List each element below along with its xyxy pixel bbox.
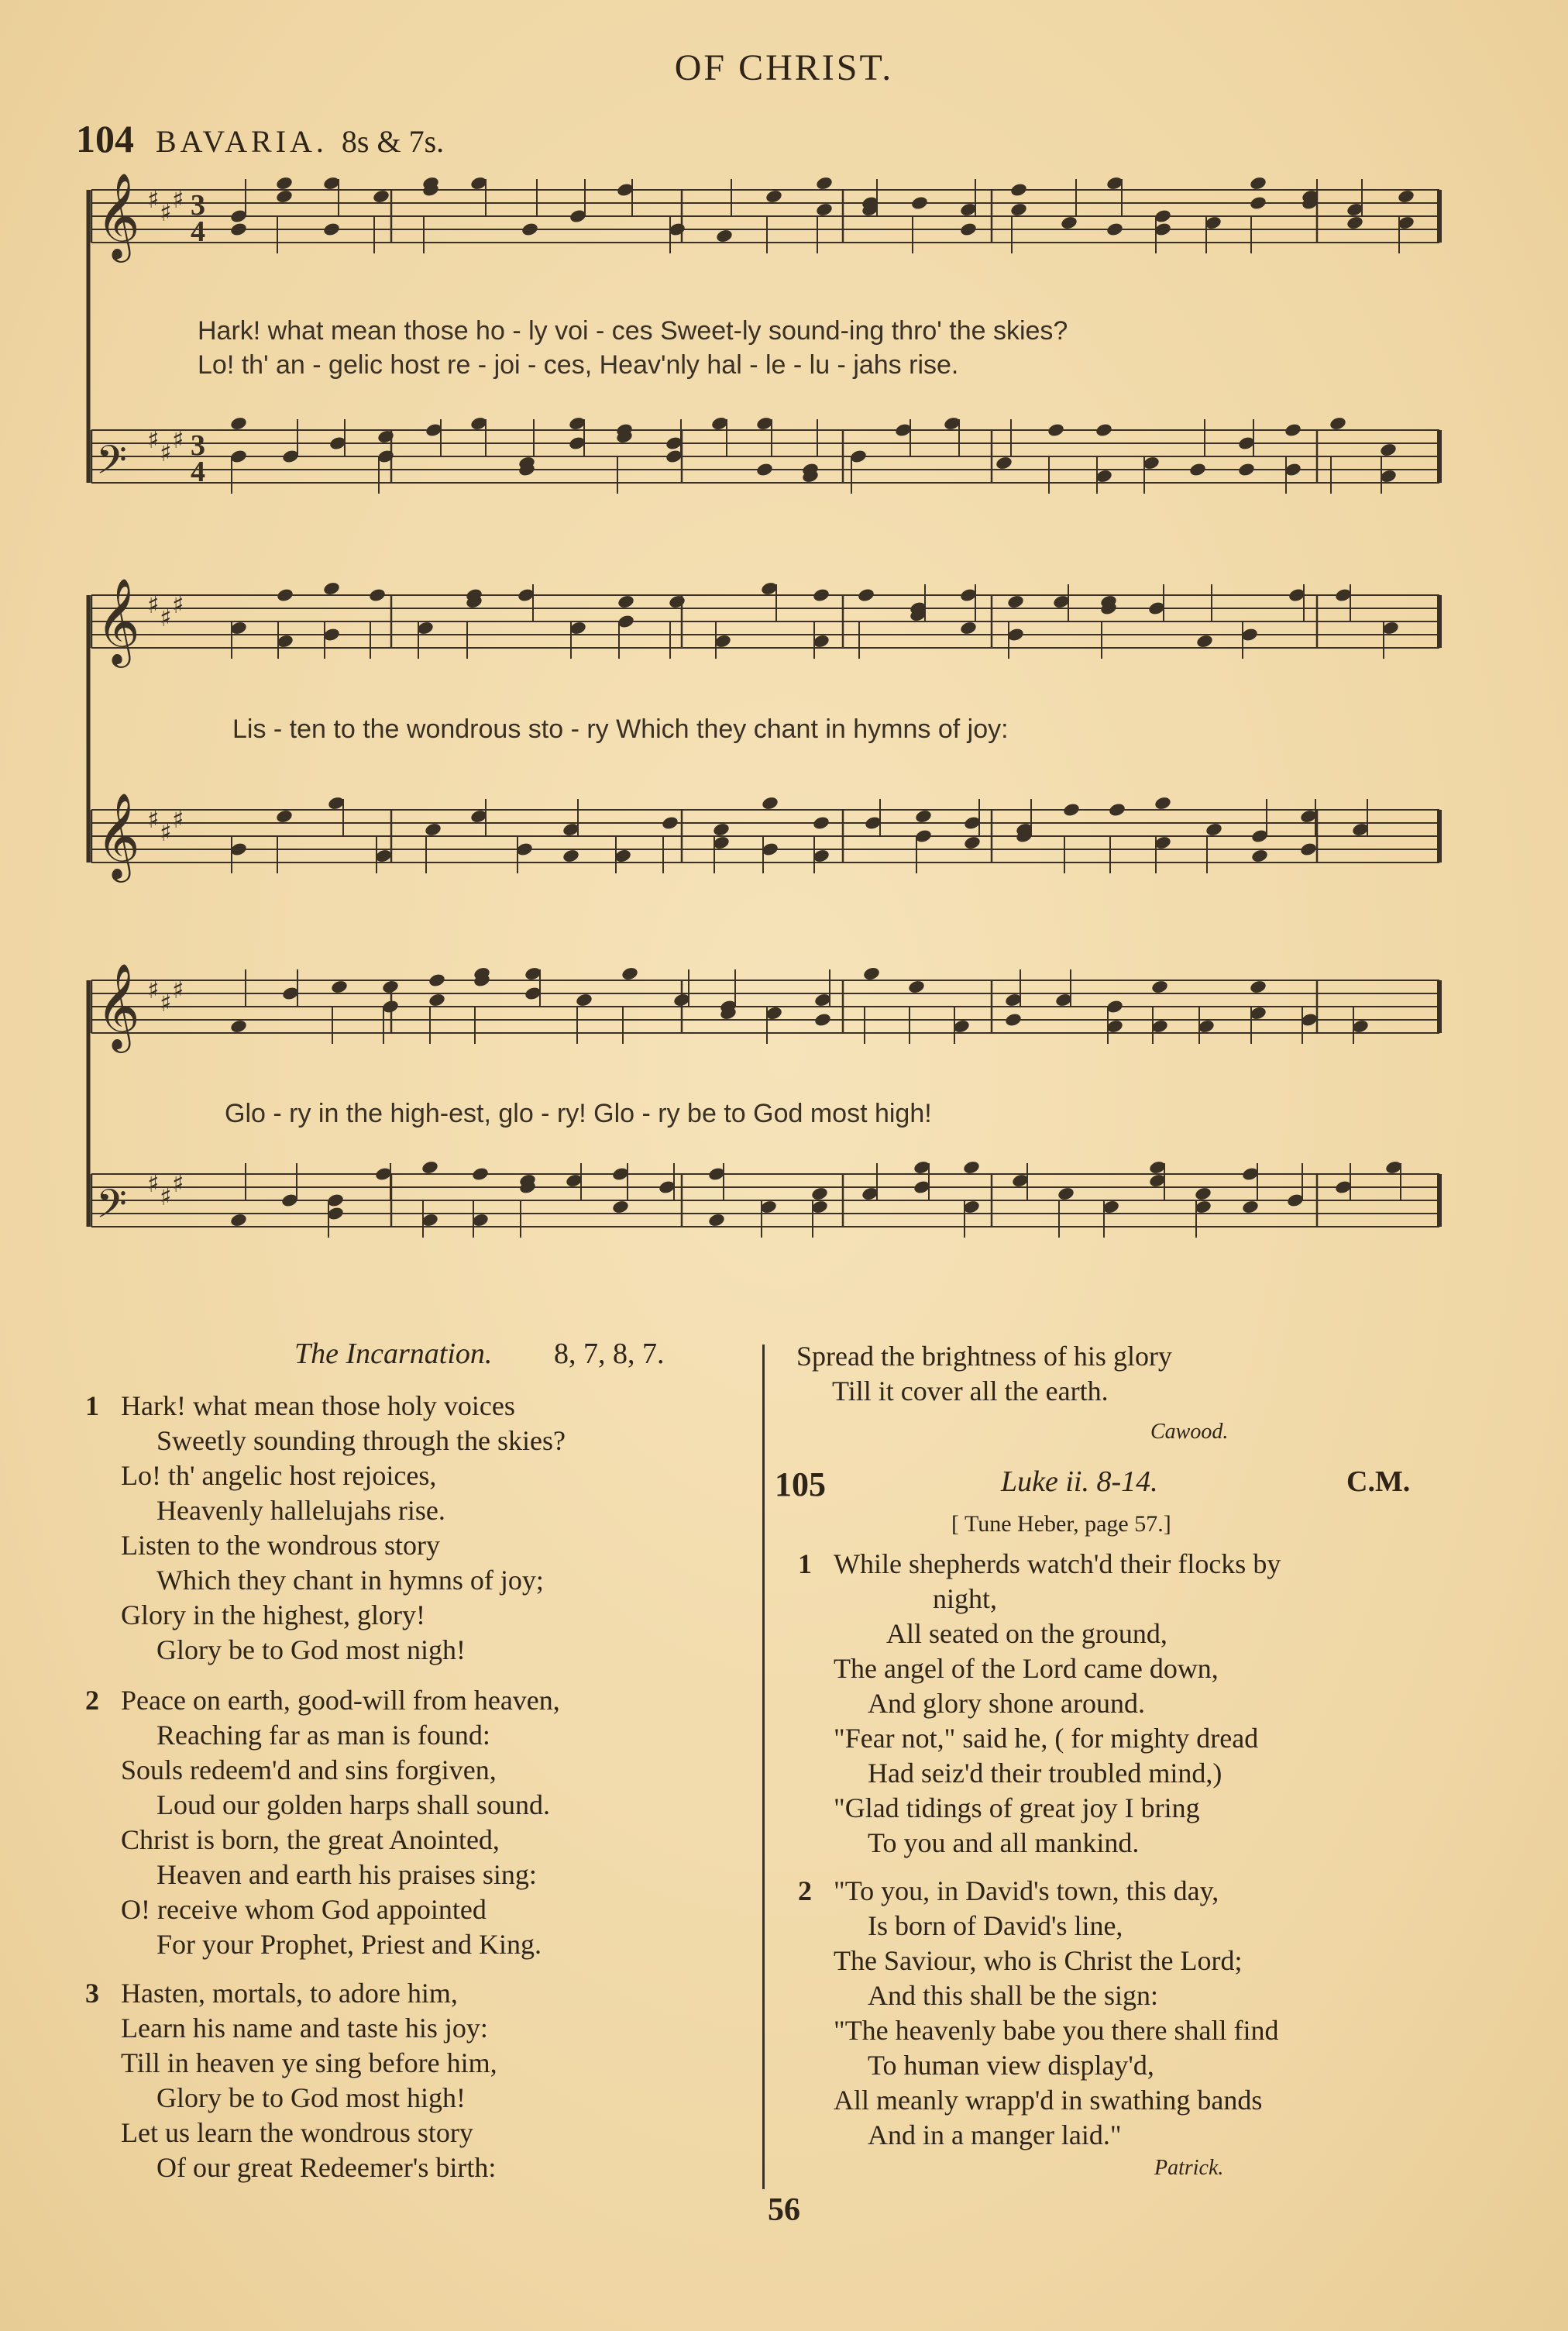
note-head	[1194, 1186, 1212, 1202]
note-head	[562, 849, 580, 864]
note-head	[421, 1160, 439, 1176]
note-head	[1154, 796, 1172, 811]
treble-clef: 𝄞	[96, 962, 140, 1049]
note-head	[907, 980, 926, 995]
note-head	[428, 973, 446, 988]
sharp-sign: ♯	[172, 1169, 184, 1198]
note-head	[813, 1012, 832, 1028]
note-head	[229, 1213, 248, 1228]
note-head	[471, 1166, 490, 1182]
verse-line: night,	[933, 1583, 998, 1614]
lyric-line-2: Lo! th' an - gelic host re - joi - ces, Heav'nly hal - le - lu - jahs rise.	[198, 350, 959, 380]
note-head	[1249, 980, 1267, 995]
sharp-sign: ♯	[147, 590, 160, 619]
note-head	[1095, 422, 1113, 438]
note-head	[381, 980, 400, 995]
note-head	[424, 822, 442, 838]
verse-line: The angel of the Lord came down,	[834, 1653, 1219, 1684]
note-head	[914, 809, 933, 825]
note-head	[1006, 594, 1025, 610]
note-head	[661, 815, 679, 831]
sharp-sign: ♯	[160, 603, 172, 632]
note-head	[322, 222, 341, 237]
verse-number: 2	[798, 1875, 812, 1906]
note-head	[621, 966, 639, 982]
lyric-line-3: Lis - ten to the wondrous sto - ry Which they chant in hymns of joy:	[232, 714, 1009, 744]
sharp-sign: ♯	[172, 975, 184, 1004]
sharp-sign: ♯	[147, 1169, 160, 1198]
hymn-104-verse-2	[85, 1683, 560, 1962]
note-head	[959, 621, 978, 636]
hymn-105-verse-2	[798, 1874, 1279, 2153]
verse-line: Learn his name and taste his joy:	[121, 2013, 488, 2043]
note-head	[712, 822, 731, 838]
note-head	[575, 993, 593, 1008]
verse-line: Till it cover all the earth.	[832, 1376, 1109, 1407]
note-head	[1009, 202, 1028, 218]
note-head	[815, 176, 834, 191]
note-head	[812, 815, 830, 831]
lyric-line-4: Glo - ry in the high-est, glo - ry! Glo - ry be to God most high!	[225, 1099, 932, 1128]
hymn-105-header	[775, 1465, 1456, 1504]
verse-line: To you and all mankind.	[868, 1827, 1140, 1858]
verse-line: Hasten, mortals, to adore him,	[121, 1978, 458, 2009]
note-head	[810, 1186, 829, 1202]
verse-number: 1	[85, 1390, 99, 1421]
verse-line: Loud our golden harps shall sound.	[156, 1789, 550, 1820]
note-head	[1237, 462, 1256, 477]
verse-line: Sweetly sounding through the skies?	[156, 1425, 566, 1456]
hymn-105-title: Luke ii. 8-14.	[1001, 1465, 1158, 1498]
verse-number: 1	[798, 1548, 812, 1579]
note-head	[1150, 980, 1169, 995]
verse-line: And glory shone around.	[868, 1688, 1145, 1719]
note-head	[611, 1200, 630, 1215]
note-head	[368, 587, 387, 603]
note-head	[229, 1019, 248, 1035]
page-number: 56	[768, 2192, 800, 2228]
note-head	[1250, 849, 1269, 864]
verse-line: Christ is born, the great Anointed,	[121, 1824, 500, 1855]
note-head	[428, 993, 446, 1008]
treble-clef: 𝄞	[96, 577, 140, 664]
note-head	[322, 581, 341, 597]
verse-number: 2	[85, 1685, 99, 1716]
note-head	[275, 176, 294, 191]
sharp-sign: ♯	[160, 1182, 172, 1211]
hymn-105-number: 105	[775, 1465, 826, 1503]
note-head	[521, 222, 539, 237]
note-head	[1249, 176, 1267, 191]
sharp-sign: ♯	[160, 438, 172, 467]
sharp-sign: ♯	[172, 804, 184, 834]
time-signature: 4	[191, 456, 205, 488]
note-head	[1047, 422, 1065, 438]
verse-line: O! receive whom God appointed	[121, 1894, 487, 1925]
verse-line: Heaven and earth his praises sing:	[156, 1859, 537, 1890]
note-head	[1004, 1012, 1023, 1028]
note-head	[1346, 215, 1364, 231]
bass-clef: 𝄢	[96, 1180, 127, 1237]
verse-line: Peace on earth, good-will from heaven,	[121, 1685, 560, 1716]
verse-line: Heavenly hallelujahs rise.	[156, 1495, 445, 1526]
note-head	[1205, 822, 1223, 838]
verse-line: All meanly wrapp'd in swathing bands	[834, 2085, 1263, 2116]
note-head	[1379, 442, 1398, 458]
treble-clef: 𝄞	[96, 792, 140, 879]
note-head	[668, 594, 686, 610]
note-head	[1241, 1200, 1260, 1215]
verse-line: "Fear not," said he, ( for mighty dread	[834, 1723, 1259, 1754]
verse-line: For your Prophet, Priest and King.	[156, 1929, 542, 1960]
hymn-104-title-row	[294, 1337, 664, 1371]
hymn-105-author: Patrick.	[1154, 2156, 1224, 2180]
note-head	[707, 1213, 726, 1228]
sharp-sign: ♯	[172, 425, 184, 454]
note-head	[1329, 416, 1347, 432]
hymn-104-meter: 8, 7, 8, 7.	[553, 1338, 665, 1370]
note-head	[372, 189, 390, 205]
note-head	[1106, 222, 1124, 237]
note-head	[1249, 195, 1267, 211]
sharp-sign: ♯	[147, 425, 160, 454]
time-signature: 3	[191, 429, 205, 462]
verse-line: "The heavenly babe you there shall find	[834, 2015, 1279, 2046]
note-head	[1188, 462, 1207, 477]
note-head	[765, 189, 783, 205]
note-head	[962, 1160, 981, 1176]
note-head	[1284, 422, 1302, 438]
time-signature: 3	[191, 189, 205, 222]
note-head	[1299, 842, 1318, 857]
verse-line: To human view display'd,	[868, 2050, 1154, 2081]
note-head	[995, 456, 1013, 471]
note-head	[862, 966, 881, 982]
note-head	[276, 587, 294, 603]
time-signature: 4	[191, 215, 205, 248]
verse-line: All seated on the ground,	[886, 1618, 1167, 1649]
hymn-104-title: The Incarnation.	[294, 1338, 493, 1370]
note-head	[330, 980, 349, 995]
verse-line: Is born of David's line,	[868, 1910, 1123, 1941]
sharp-sign: ♯	[147, 804, 160, 834]
note-head	[812, 587, 830, 603]
verse-line: Till in heaven ye sing before him,	[121, 2047, 497, 2078]
note-head	[1060, 215, 1078, 231]
sharp-sign: ♯	[160, 198, 172, 227]
verse-line: "To you, in David's town, this day,	[834, 1875, 1219, 1906]
note-head	[1057, 1186, 1075, 1202]
sharp-sign: ♯	[147, 975, 160, 1004]
verse-line: Glory be to God most nigh!	[156, 1634, 466, 1665]
note-head	[857, 587, 875, 603]
verse-line: "Glad tidings of great joy I bring	[834, 1792, 1200, 1823]
hymn-104-verse-1	[85, 1389, 566, 1668]
note-head	[715, 229, 734, 244]
hymn-104-verse-3	[85, 1976, 497, 2185]
tune-name: BAVARIA.	[156, 124, 328, 159]
note-head	[377, 429, 395, 445]
verse-line: Let us learn the wondrous story	[121, 2117, 473, 2148]
sharp-sign: ♯	[160, 988, 172, 1017]
column-divider	[762, 1345, 765, 2189]
verse-line: Hark! what mean those holy voices	[121, 1390, 515, 1421]
hymn-104-continued	[796, 1339, 1172, 1409]
running-head: OF CHRIST.	[674, 47, 894, 88]
hymn-105-verse-1	[798, 1547, 1281, 1861]
verse-line: Glory in the highest, glory!	[121, 1599, 425, 1630]
verse-line: Souls redeem'd and sins forgiven,	[121, 1754, 497, 1785]
note-head	[275, 189, 294, 205]
note-head	[959, 222, 978, 237]
note-head	[761, 796, 779, 811]
lyric-line-1: Hark! what mean those ho - ly voi - ces Sweet-ly sound-ing thro' the skies?	[198, 316, 1068, 346]
note-head	[815, 202, 834, 218]
treble-clef: 𝄞	[96, 172, 140, 259]
note-head	[275, 809, 294, 825]
verse-line: Had seiz'd their troubled mind,)	[868, 1758, 1222, 1789]
verse-line: Spread the brightness of his glory	[796, 1341, 1172, 1372]
bass-clef: 𝄢	[96, 436, 127, 493]
note-head	[617, 594, 635, 610]
note-head	[963, 835, 982, 851]
note-head	[1195, 634, 1214, 649]
note-head	[755, 462, 774, 477]
note-head	[1062, 802, 1081, 818]
hymn-105-tune-ref: [ Tune Heber, page 57.]	[951, 1511, 1171, 1537]
verse-line: Glory be to God most high!	[156, 2082, 466, 2113]
verse-line: Listen to the wondrous story	[121, 1530, 440, 1561]
sharp-sign: ♯	[172, 590, 184, 619]
verse-line: Of our great Redeemer's birth:	[156, 2152, 497, 2183]
verse-line: Which they chant in hymns of joy;	[156, 1565, 544, 1596]
hymn-104-author: Cawood.	[1150, 1420, 1229, 1444]
verse-line: Lo! th' angelic host rejoices,	[121, 1460, 437, 1491]
verse-line: Reaching far as man is found:	[156, 1720, 490, 1751]
note-head	[229, 416, 248, 432]
note-head	[910, 195, 929, 211]
sharp-sign: ♯	[147, 184, 160, 214]
verse-line: And in a manger laid."	[868, 2119, 1122, 2150]
hymn-105-meter: C.M.	[1346, 1465, 1411, 1498]
note-head	[1397, 189, 1415, 205]
verse-number: 3	[85, 1978, 99, 2009]
verse-line: The Saviour, who is Christ the Lord;	[834, 1945, 1243, 1976]
tune-meter: 8s & 7s.	[341, 124, 445, 159]
sharp-sign: ♯	[160, 818, 172, 847]
sharp-sign: ♯	[172, 184, 184, 214]
tune-number: 104	[76, 117, 134, 160]
verse-line: While shepherds watch'd their flocks by	[834, 1548, 1281, 1579]
note-head	[1009, 182, 1028, 198]
note-head	[1108, 802, 1126, 818]
verse-line: And this shall be the sign:	[868, 1980, 1158, 2011]
note-head	[229, 222, 248, 237]
